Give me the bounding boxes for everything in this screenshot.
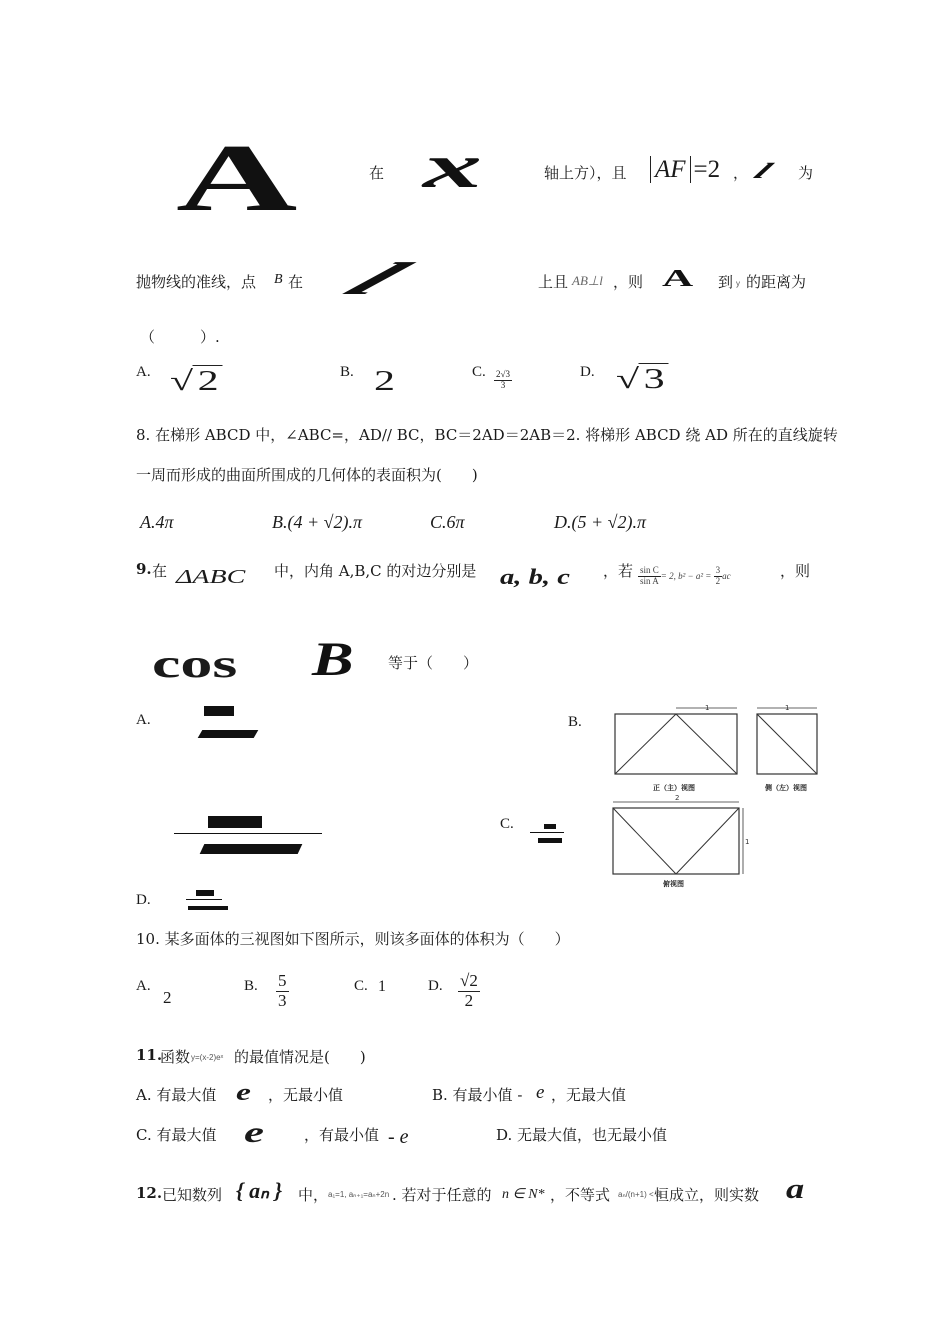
text-axis-above: 轴上方），且 [544, 164, 627, 182]
glyph-l-large: l [325, 253, 430, 304]
q11-function: y=(x-2)eˣ [191, 1053, 224, 1062]
q7-option-c-fraction: $\frac{2√3}{3}$ [496, 369, 510, 390]
big-letter-a: A [176, 124, 298, 231]
text-shang: 上且 [538, 273, 569, 291]
point-b: B [274, 272, 283, 287]
q9-cos: cos [152, 641, 238, 686]
text-distance: 的距离为 [746, 273, 807, 291]
q9-number: 9. [136, 560, 152, 578]
q11-option-c-e: e [244, 1116, 264, 1149]
q9-zai: 在 [152, 562, 168, 580]
q10-option-c-value: 1 [378, 978, 386, 995]
q9-extra-fraction-bottom [200, 844, 303, 854]
q11-text-before: 函数 [160, 1048, 191, 1066]
q12-n-in: n ∈ N* [502, 1187, 545, 1202]
q9-ruo: ，若 [603, 562, 634, 580]
q10-option-a-label: A. [136, 978, 151, 994]
q9-dengyu: 等于（ ） [388, 654, 479, 672]
text-ze: ，则 [613, 273, 644, 291]
q7-option-d-label: D. [580, 364, 595, 380]
q12-text-4: 恒成立，则实数 [654, 1186, 760, 1204]
top-view-dim-height: 1 [745, 838, 750, 846]
q10-option-b-label: B. [244, 978, 258, 994]
q9-extra-fraction-top [208, 816, 262, 828]
q9-option-a-glyph-bottom [198, 730, 259, 738]
q11-option-b-text: B. 有最小值 - [432, 1086, 523, 1104]
q9-option-d-glyph-top [196, 890, 214, 896]
q8-option-c: C.6π [430, 512, 465, 532]
front-view-dim: 1 [705, 704, 710, 712]
q11-number: 11. [136, 1046, 163, 1064]
q10-option-d-fraction: $\frac{√2}{2}$ [460, 971, 478, 1010]
q11-option-d-text: D. 无最大值，也无最小值 [496, 1126, 668, 1144]
q10-text: 10. 某多面体的三视图如下图所示，则该多面体的体积为（ ） [136, 930, 570, 948]
side-view-dim: 1 [785, 704, 790, 712]
text-dao: 到 [718, 273, 734, 291]
q9-option-b-label: B. [568, 714, 582, 730]
q7-option-d-value: √ 3 [616, 364, 669, 396]
ab-perp-l: AB⊥l [572, 273, 603, 288]
q8-option-a: A.4π [140, 512, 174, 532]
q8-option-d: D.(5 + √2).π [554, 512, 647, 532]
q9-option-d-label: D. [136, 892, 151, 908]
answer-blank: （ ）. [140, 328, 220, 346]
y-axis-label: y [736, 279, 740, 288]
text-wei: 为 [798, 164, 814, 182]
top-view-dim-width: 2 [675, 794, 680, 802]
q11-option-b-rest: ，无最大值 [551, 1086, 627, 1104]
q7-option-b-value: 2 [374, 366, 395, 397]
q9-sides: a, b, c [500, 564, 570, 589]
q11-option-a-e: e [236, 1080, 251, 1106]
q11-option-c-text: C. 有最大值 [136, 1126, 217, 1144]
q7-option-a-value: √ 2 [170, 366, 223, 398]
glyph-l-small: l [748, 158, 779, 183]
af-value: =2 [690, 156, 721, 183]
q11-option-b-e: e [536, 1082, 545, 1103]
q11-option-a-text: A. 有最大值 [136, 1086, 217, 1104]
q9-ze: ，则 [780, 562, 811, 580]
af-label: AF [650, 156, 686, 183]
q12-text-3: ，不等式 [550, 1186, 611, 1204]
abs-af [650, 156, 720, 184]
q12-inequality: aₙ/(n+1) < a [618, 1190, 661, 1199]
q9-triangle: ΔABC [176, 566, 246, 588]
q9-option-a-glyph-top [204, 706, 234, 716]
comma: ， [733, 164, 749, 182]
q11-option-a-rest: ，无最小值 [268, 1086, 344, 1104]
q9-extra-fraction-line [174, 833, 322, 834]
q8-line-2: 一周而形成的曲面所围成的几何体的表面积为( ) [136, 466, 478, 484]
q12-a-var: a [786, 1174, 805, 1205]
q12-sequence: { aₙ } [236, 1178, 283, 1203]
q8-option-b: B.(4 + √2).π [272, 512, 363, 532]
q9-big-b: B [312, 633, 354, 686]
text-zai: 在 [369, 164, 385, 182]
q12-condition: a₁=1, aₙ₊₁=aₙ+2n [328, 1190, 390, 1199]
q9-option-d-glyph-line [186, 899, 222, 900]
small-letter-a: A [662, 266, 694, 292]
q7-option-c-label: C. [472, 364, 486, 380]
side-view-label: 侧（左）视图 [765, 784, 807, 792]
q9-option-d-glyph-bottom [188, 906, 228, 910]
q11-option-c-neg-e: - e [388, 1126, 409, 1148]
q9-option-c-glyph-line [530, 832, 564, 833]
q11-text-after: 的最值情况是( ) [234, 1048, 366, 1066]
q9-condition: $\frac{\text{sin C}}{\text{sin A}}$ = 2, b² − a² = $\frac{3}{2}$ ac [640, 565, 731, 586]
q7-option-b-label: B. [340, 364, 354, 380]
q9-text: 中，内角 A,B,C 的对边分别是 [274, 562, 477, 580]
q12-text-2: . 若对于任意的 [392, 1186, 492, 1204]
q10-option-b-fraction: $\frac{5}{3}$ [278, 971, 287, 1010]
text-zai-2: 在 [288, 273, 304, 291]
big-letter-x: x [423, 133, 482, 201]
q9-option-a-label: A. [136, 712, 151, 728]
q7-option-a-label: A. [136, 364, 151, 380]
q10-option-a-value: 2 [163, 988, 172, 1007]
q10-option-d-label: D. [428, 978, 443, 994]
q9-option-c-glyph-top [544, 824, 556, 829]
top-view [613, 802, 743, 874]
q8-line-1: 8. 在梯形 ABCD 中，∠ABC=，AD// BC，BC＝2AD＝2AB＝2. 将梯形 ABCD 绕 AD 所在的直线旋转 [136, 426, 838, 444]
q10-option-c-label: C. [354, 978, 368, 994]
text-directrix: 抛物线的准线，点 [136, 273, 257, 291]
q9-option-c-glyph-bottom [538, 838, 562, 843]
side-view [757, 708, 817, 774]
three-view-diagram [605, 700, 830, 895]
q9-option-c-label: C. [500, 816, 514, 832]
top-view-label: 俯视图 [663, 880, 684, 888]
q11-option-c-mid: ，有最小值 [304, 1126, 380, 1144]
q12-text-1: 已知数列 [162, 1186, 223, 1204]
front-view-label: 正（主）视图 [653, 784, 695, 792]
q12-zhong: 中， [298, 1186, 329, 1204]
front-view [615, 708, 737, 774]
q12-number: 12. [136, 1184, 163, 1202]
